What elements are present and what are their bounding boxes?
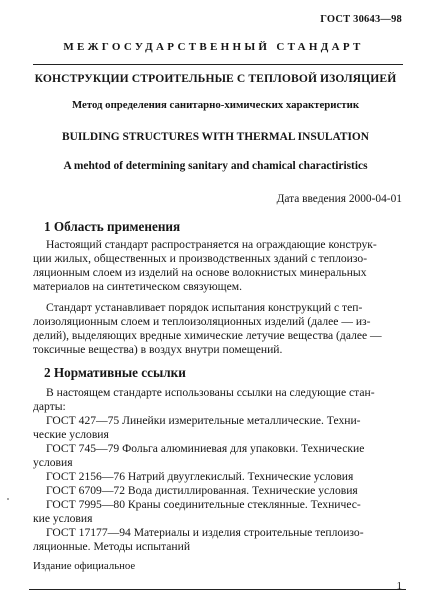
text-line: кие условия bbox=[33, 511, 93, 525]
text-line: дарты: bbox=[33, 399, 66, 413]
document-code: ГОСТ 30643—98 bbox=[320, 14, 402, 25]
official-edition-label: Издание официальное bbox=[33, 560, 136, 572]
text-line: ГОСТ 17177—94 Материалы и изделия строительные теплоизо- bbox=[46, 526, 364, 539]
reference-item bbox=[33, 442, 408, 470]
text-line: Стандарт устанавливает порядок испытания конструкций с теп- bbox=[46, 301, 363, 314]
title-russian: КОНСТРУКЦИИ СТРОИТЕЛЬНЫЕ С ТЕПЛОВОЙ ИЗОЛЯЦИЕЙ bbox=[34, 72, 397, 85]
references-intro bbox=[33, 386, 408, 414]
text-line: В настоящем стандарте использованы ссылки на следующие стан- bbox=[46, 386, 375, 399]
title-english: BUILDING STRUCTURES WITH THERMAL INSULATION bbox=[62, 131, 369, 143]
text-line: ческие условия bbox=[33, 427, 109, 441]
interstate-standard-label: МЕЖГОСУДАРСТВЕННЫЙ СТАНДАРТ bbox=[63, 41, 364, 53]
scope-paragraph-2 bbox=[33, 301, 408, 357]
text-line: лоизоляционным слоем и теплоизоляционных изделий (далее — из- bbox=[33, 314, 371, 328]
text-line: ляционным слоем из изделий на основе волокнистых минеральных bbox=[33, 265, 367, 279]
text-line: делий), выделяющих вредные химические летучие вещества (далее — bbox=[33, 328, 382, 342]
introduction-date: Дата введения 2000-04-01 bbox=[276, 193, 402, 205]
text-line: ляционные. Методы испытаний bbox=[33, 539, 191, 553]
text-line: ции жилых, общественных и производственных зданий с теплоизо- bbox=[33, 251, 368, 265]
text-line: Настоящий стандарт распространяется на ограждающие конструк- bbox=[46, 238, 377, 251]
text-line: материалов на синтетическом связующем. bbox=[33, 279, 242, 293]
text-line: ГОСТ 7995—80 Краны соединительные стеклянные. Техничес- bbox=[46, 498, 361, 511]
header-divider bbox=[33, 64, 403, 65]
text-line: ГОСТ 6709—72 Вода дистиллированная. Технические условия bbox=[46, 484, 358, 497]
page-number: 1 bbox=[396, 580, 402, 592]
reference-item bbox=[33, 498, 408, 526]
reference-item bbox=[33, 470, 408, 484]
text-line: условия bbox=[33, 455, 73, 469]
scan-speck bbox=[7, 498, 9, 500]
text-line: токсичные вещества) в воздух внутри помещений. bbox=[33, 342, 283, 356]
reference-item bbox=[33, 484, 408, 498]
text-line: ГОСТ 745—79 Фольга алюминиевая для упаковки. Технические bbox=[46, 442, 365, 455]
footer-divider bbox=[29, 589, 406, 590]
subtitle-english: A mehtod of determining sanitary and chamical charactiristics bbox=[63, 160, 368, 172]
subtitle-russian: Метод определения санитарно-химических характеристик bbox=[71, 99, 360, 111]
section-heading-normative-references: 2 Нормативные ссылки bbox=[44, 365, 186, 380]
scope-paragraph-1 bbox=[33, 238, 408, 294]
section-heading-scope: 1 Область применения bbox=[44, 219, 181, 234]
reference-item bbox=[33, 414, 408, 442]
text-line: ГОСТ 2156—76 Натрий двууглекислый. Технические условия bbox=[46, 470, 354, 483]
text-line: ГОСТ 427—75 Линейки измерительные металлические. Техни- bbox=[46, 414, 361, 427]
reference-item bbox=[33, 526, 408, 554]
